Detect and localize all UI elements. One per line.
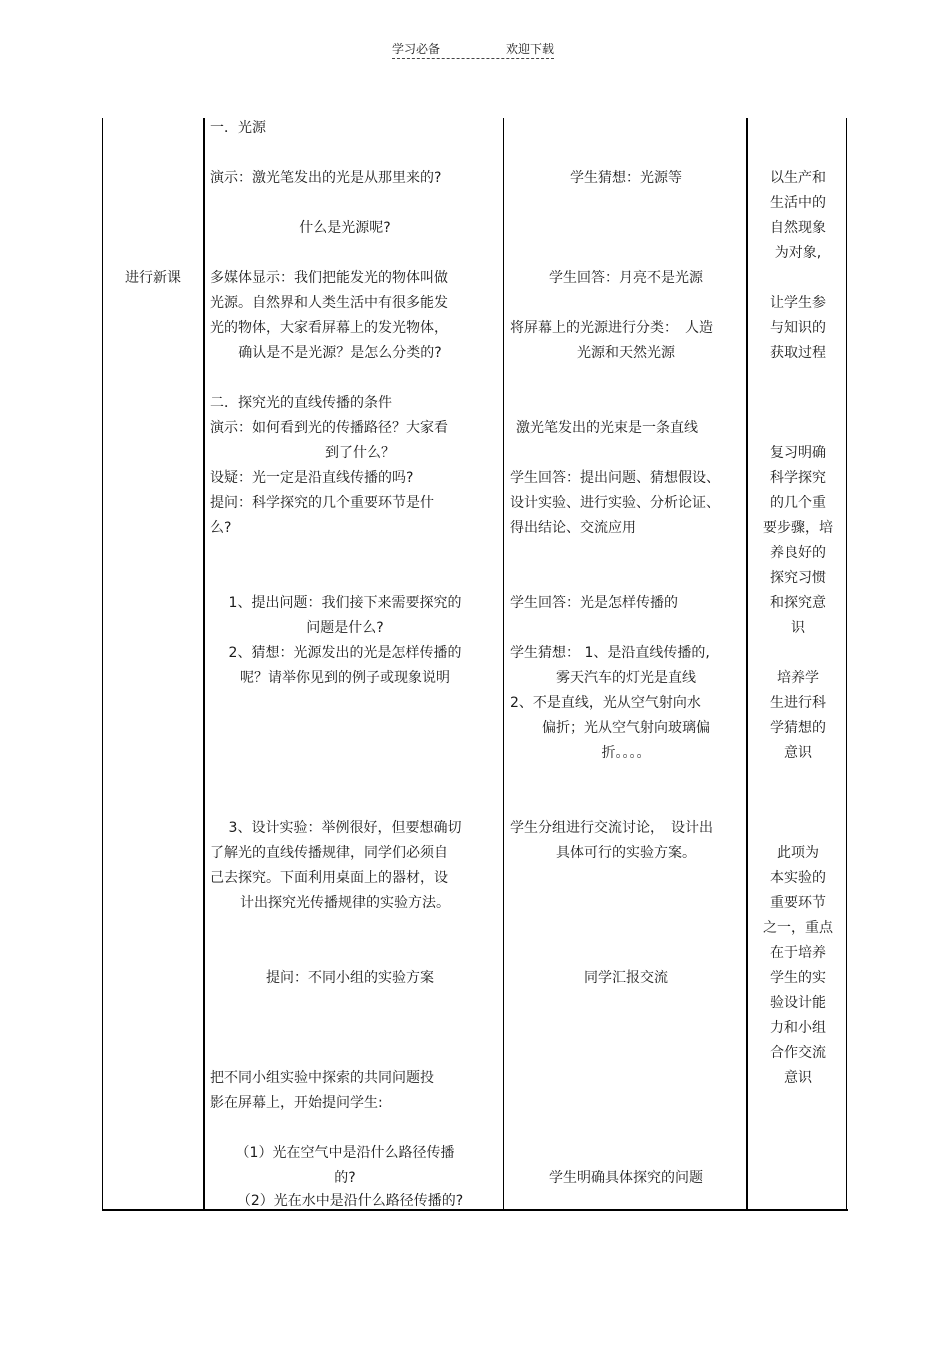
col2-line: 什么是光源呢?	[299, 220, 391, 236]
col4-line: 学生的实	[770, 970, 826, 986]
col3-line: 将屏幕上的光源进行分类： 人造	[510, 320, 713, 336]
col4-line: 意识	[784, 1070, 812, 1086]
col3-line: 学生回答：光是怎样传播的	[510, 595, 678, 611]
col4-line: 力和小组	[770, 1020, 826, 1036]
col4-line: 以生产和	[770, 170, 826, 186]
col2-line: 提问：不同小组的实验方案	[266, 970, 434, 986]
col3-line: 光源和天然光源	[577, 345, 675, 361]
col4-line: 生进行科	[770, 695, 826, 711]
col2-line: 1、提出问题：我们接下来需要探究的	[228, 595, 462, 611]
col4-line: 养良好的	[770, 545, 826, 561]
col4-line: 和探究意	[770, 595, 826, 611]
col2-line: 的?	[334, 1170, 356, 1186]
col3-line: 具体可行的实验方案。	[556, 845, 696, 861]
col2-line: 呢？请举你见到的例子或现象说明	[240, 670, 450, 686]
col4-line: 在于培养	[770, 945, 826, 961]
col2-line: 己去探究。下面利用桌面上的器材，设	[210, 870, 448, 886]
table-divider-3	[746, 118, 748, 1211]
col4-line: 的几个重	[770, 495, 826, 511]
col2-line: 演示：如何看到光的传播路径？大家看	[210, 420, 448, 436]
col3-line: 同学汇报交流	[584, 970, 668, 986]
table-border-right	[846, 118, 847, 1211]
col4-line: 本实验的	[770, 870, 826, 886]
col4-line: 识	[791, 620, 805, 636]
col4-line: 复习明确	[770, 445, 826, 461]
col3-line: 学生分组进行交流讨论， 设计出	[510, 820, 713, 836]
col3-line: 折。。。。	[601, 745, 651, 761]
col2-line: 2、猜想：光源发出的光是怎样传播的	[228, 645, 462, 661]
col4-line: 此项为	[777, 845, 819, 861]
col4-line: 生活中的	[770, 195, 826, 211]
col2-line: 了解光的直线传播规律，同学们必须自	[210, 845, 448, 861]
col3-line: 学生猜想： 1、是沿直线传播的,	[510, 645, 710, 661]
col2-line: 影在屏幕上，开始提问学生:	[210, 1095, 383, 1111]
col2-line: 提问：科学探究的几个重要环节是什	[210, 495, 434, 511]
col3-line: 2、不是直线，光从空气射向水	[510, 695, 701, 711]
col2-line: 一．光源	[210, 120, 266, 136]
col2-line: 光的物体，大家看屏幕上的发光物体，	[210, 320, 448, 336]
col2-line: 设疑：光一定是沿直线传播的吗?	[210, 470, 414, 486]
col4-line: 科学探究	[770, 470, 826, 486]
col4-line: 探究习惯	[770, 570, 826, 586]
col4-line: 自然现象	[770, 220, 826, 236]
col2-line: （2）光在水中是沿什么路径传播的?	[236, 1193, 464, 1209]
col2-line: 多媒体显示：我们把能发光的物体叫做	[210, 270, 448, 286]
row-label: 进行新课	[125, 270, 181, 286]
table-divider-2	[503, 118, 504, 1211]
col2-line: 么?	[210, 520, 232, 536]
col3-line: 得出结论、交流应用	[510, 520, 636, 536]
col3-line: 激光笔发出的光束是一条直线	[516, 420, 698, 436]
col2-line: 演示：激光笔发出的光是从那里来的?	[210, 170, 442, 186]
col4-line: 与知识的	[770, 320, 826, 336]
col2-line: 把不同小组实验中探索的共同问题投	[210, 1070, 434, 1086]
col2-line: 光源。自然界和人类生活中有很多能发	[210, 295, 448, 311]
col4-line: 合作交流	[770, 1045, 826, 1061]
col4-line: 验设计能	[770, 995, 826, 1011]
col3-line: 学生明确具体探究的问题	[549, 1170, 703, 1186]
col4-line: 获取过程	[770, 345, 826, 361]
col4-line: 重要环节	[770, 895, 826, 911]
col2-line: 二．探究光的直线传播的条件	[210, 395, 392, 411]
col4-line: 为对象,	[774, 245, 822, 261]
col3-line: 设计实验、进行实验、分析论证、	[510, 495, 720, 511]
header-right-text: 欢迎下载	[505, 42, 554, 56]
col2-line: （1）光在空气中是沿什么路径传播	[235, 1145, 455, 1161]
col4-line: 之一，重点	[763, 920, 833, 936]
col4-line: 学猜想的	[770, 720, 826, 736]
col2-line: 问题是什么?	[306, 620, 384, 636]
col2-line: 计出探究光传播规律的实验方法。	[240, 895, 450, 911]
col4-line: 培养学	[777, 670, 819, 686]
col2-line: 确认是不是光源？是怎么分类的?	[238, 345, 442, 361]
header-left-text: 学习必备	[392, 42, 441, 56]
col4-line: 意识	[784, 745, 812, 761]
col2-line: 3、设计实验：举例很好，但要想确切	[228, 820, 462, 836]
col3-line: 雾天汽车的灯光是直线	[556, 670, 696, 686]
col3-line: 偏折；光从空气射向玻璃偏	[542, 720, 710, 736]
col2-line: 到了什么？	[325, 445, 395, 461]
col3-line: 学生回答：月亮不是光源	[549, 270, 703, 286]
col3-line: 学生猜想：光源等	[570, 170, 682, 186]
page-header	[392, 40, 554, 59]
col4-line: 让学生参	[770, 295, 826, 311]
col4-line: 要步骤，培	[763, 520, 833, 536]
col3-line: 学生回答：提出问题、猜想假设、	[510, 470, 720, 486]
